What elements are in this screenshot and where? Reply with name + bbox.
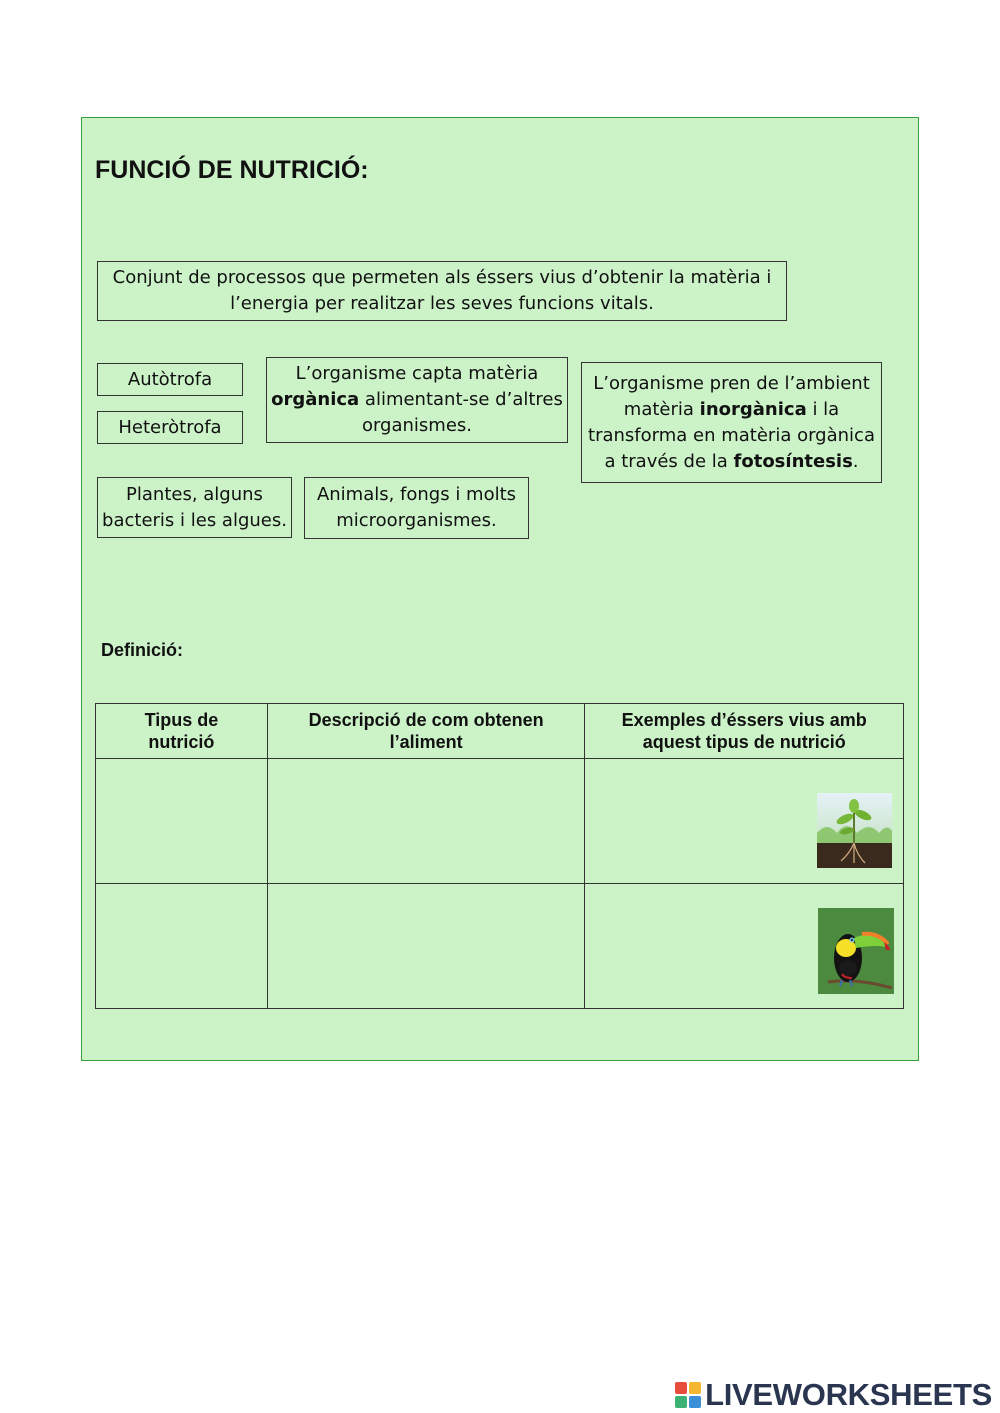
bold-inorganica: inorgànica bbox=[699, 398, 807, 420]
page-title: FUNCIÓ DE NUTRICIÓ: bbox=[95, 156, 369, 184]
card-organica-description[interactable]: L’organisme capta matèria orgànica alimentant-se d’altres organismes. bbox=[266, 357, 568, 443]
liveworksheets-watermark bbox=[675, 1377, 992, 1413]
definition-card[interactable] bbox=[97, 261, 787, 321]
card-animals-examples[interactable]: Animals, fongs i molts microorganismes. bbox=[304, 477, 529, 539]
table-row bbox=[96, 759, 904, 884]
bold-organica: orgànica bbox=[271, 389, 360, 410]
table-row bbox=[96, 884, 904, 1009]
card-inorganica-description[interactable]: L’organisme pren de l’ambient matèria inorgànica i la transforma en matèria orgànica a través de la fotosíntesis. bbox=[581, 362, 882, 483]
definition-line-2: l’energia per realitzar les seves funcions vitals. bbox=[230, 293, 654, 314]
bold-fotosintesis: fotosíntesis bbox=[733, 450, 853, 472]
definicio-label: Definició: bbox=[101, 640, 184, 660]
drop-zone-tipus-2[interactable] bbox=[96, 884, 268, 1009]
watermark-text: LIVEWORKSHEETS bbox=[705, 1377, 992, 1412]
header-exemples: Exemples d’éssers vius amb aquest tipus de nutrició bbox=[585, 704, 904, 759]
toucan-bird-icon bbox=[818, 908, 894, 994]
drop-zone-descripcio-2[interactable] bbox=[267, 884, 585, 1009]
card-heterotrofa[interactable]: Heteròtrofa bbox=[97, 411, 243, 444]
drop-zone-exemples-2[interactable] bbox=[585, 884, 904, 1009]
drop-zone-descripcio-1[interactable] bbox=[267, 759, 585, 884]
drop-zone-tipus-1[interactable] bbox=[96, 759, 268, 884]
nutrition-table bbox=[95, 703, 904, 1009]
drop-zone-exemples-1[interactable] bbox=[585, 759, 904, 884]
card-plantes-examples[interactable]: Plantes, alguns bacteris i les algues. bbox=[97, 477, 292, 538]
table-header-row bbox=[96, 704, 904, 759]
header-tipus: Tipus de nutrició bbox=[96, 704, 268, 759]
definition-line-1: Conjunt de processos que permeten als éssers vius d’obtenir la matèria i bbox=[112, 267, 772, 288]
header-descripcio: Descripció de com obtenen l’aliment bbox=[267, 704, 585, 759]
card-autotrofa[interactable]: Autòtrofa bbox=[97, 363, 243, 396]
liveworksheets-logo-icon bbox=[675, 1382, 701, 1408]
sapling-plant-icon bbox=[817, 793, 892, 868]
